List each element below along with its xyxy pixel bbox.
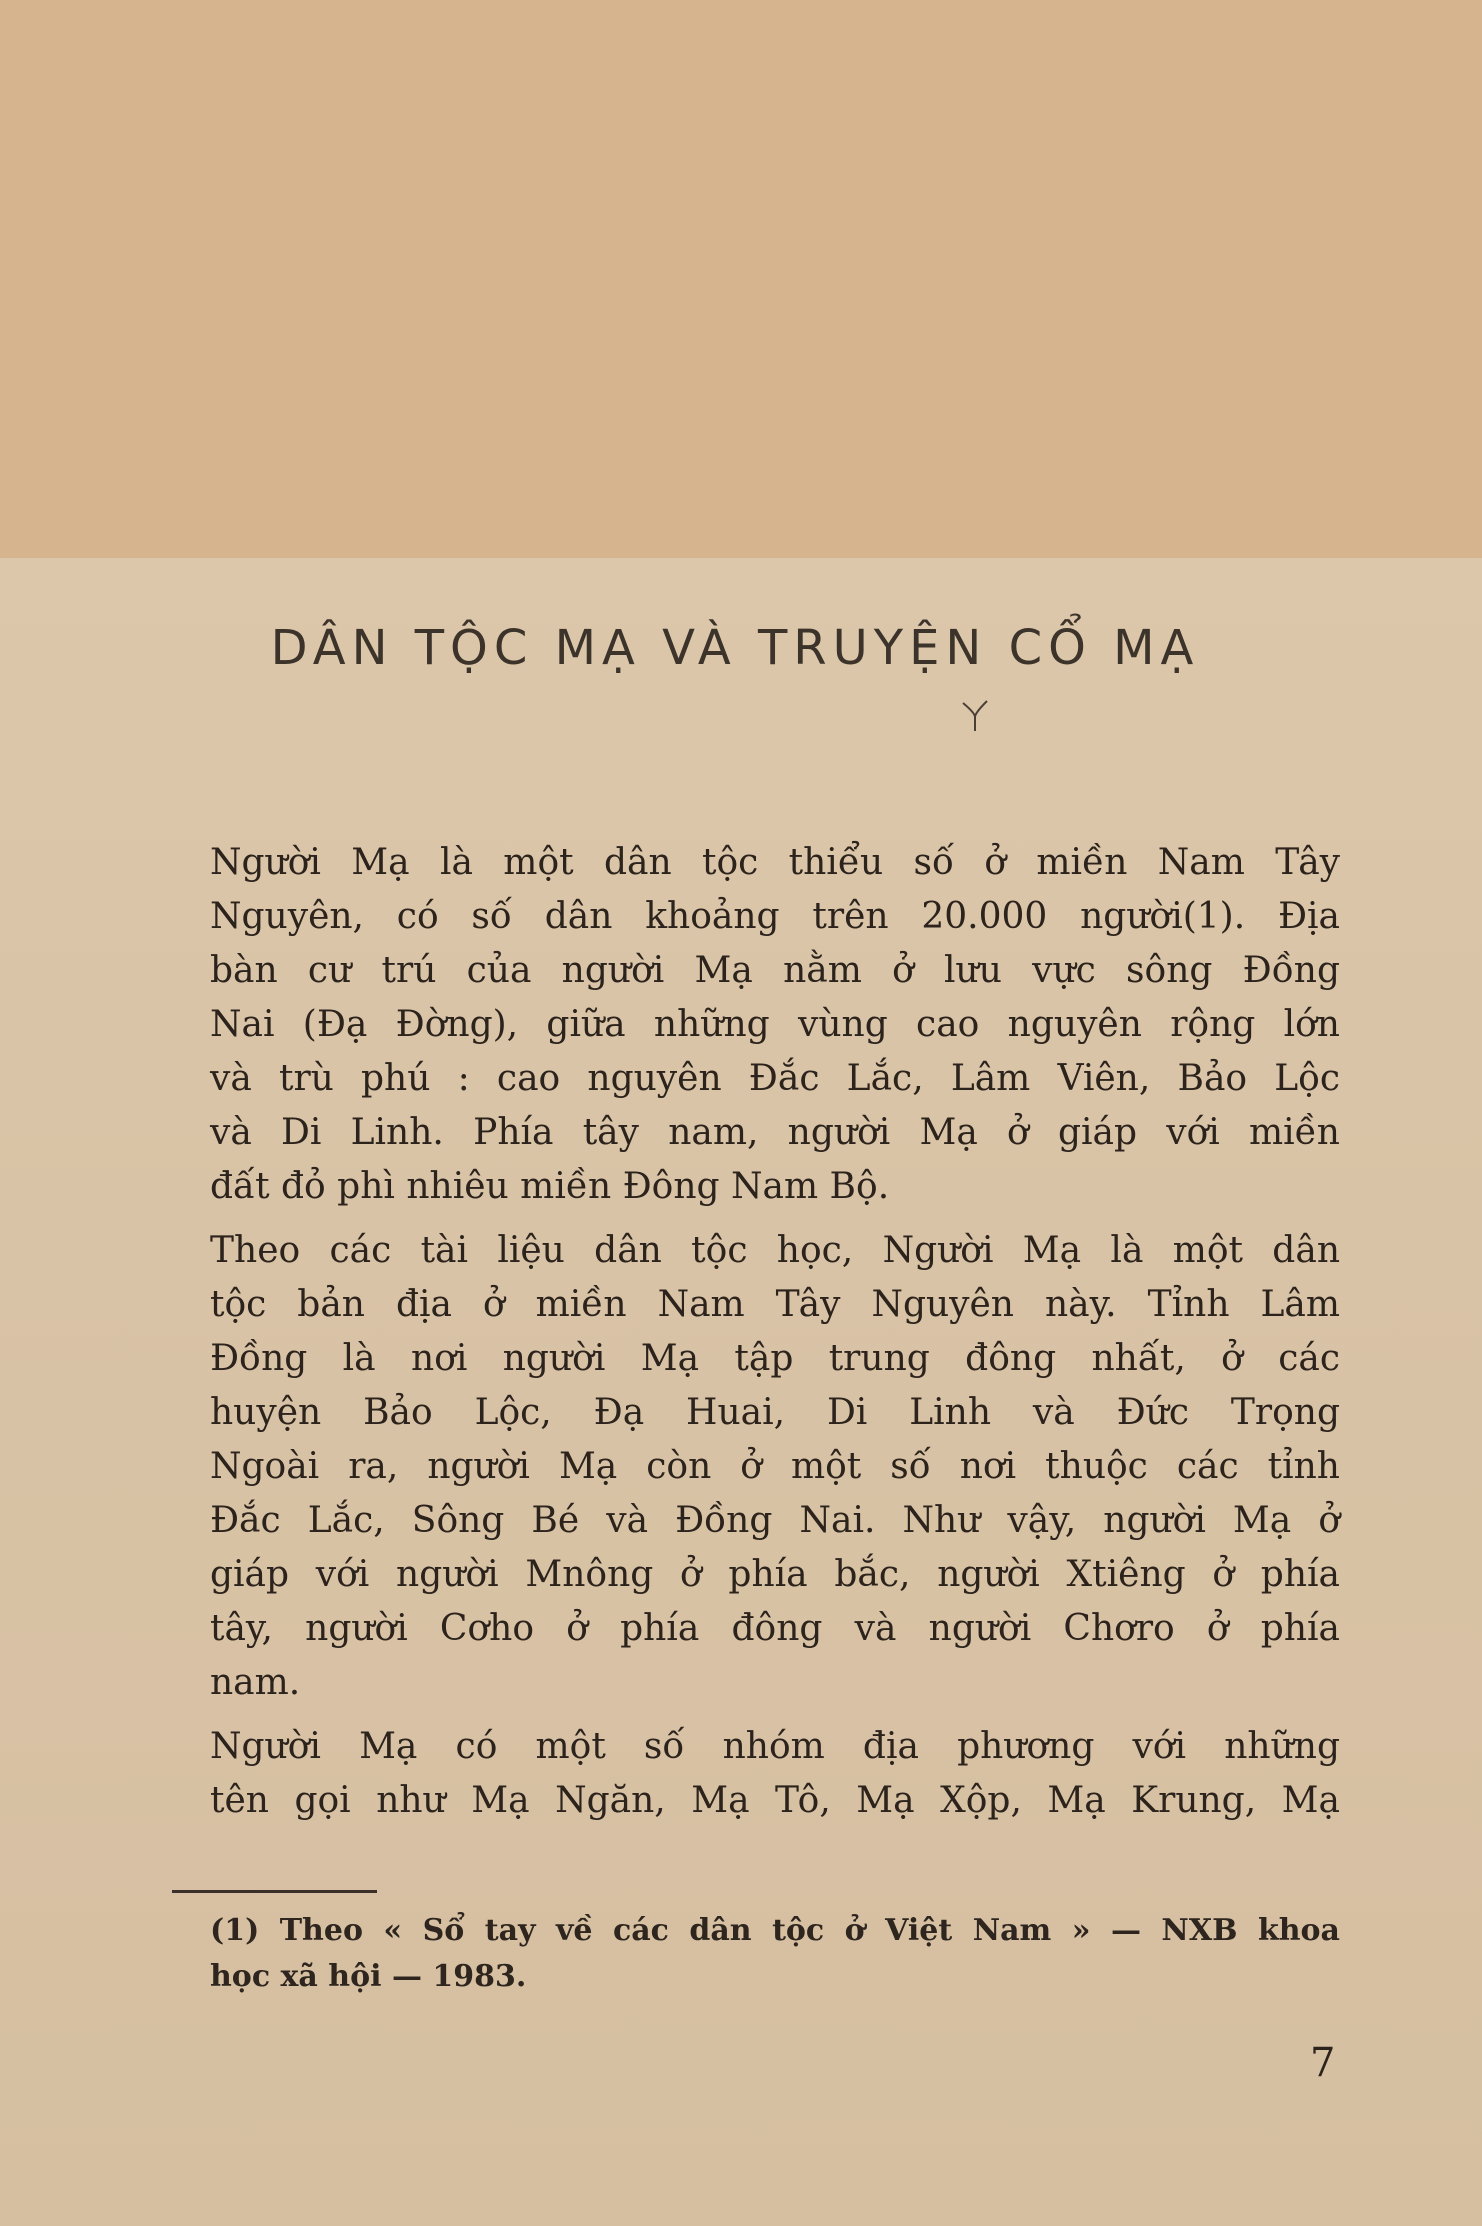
text-line: Người Mạ là một dân tộc thiểu số ở miền Nam Tây: [210, 842, 1340, 883]
body-text: [210, 836, 1340, 1838]
text-line: và trù phú : cao nguyên Đắc Lắc, Lâm Viên, Bảo Lộc: [210, 1058, 1340, 1099]
text-line: đất đỏ phì nhiêu miền Đông Nam Bộ.: [210, 1166, 890, 1207]
text-line: Đắc Lắc, Sông Bé và Đồng Nai. Như vậy, người Mạ ở: [210, 1500, 1340, 1541]
footnote-line: học xã hội — 1983.: [210, 1959, 527, 1994]
text-line: Đồng là nơi người Mạ tập trung đông nhất, ở các: [210, 1338, 1340, 1379]
ornament-icon: [955, 695, 995, 735]
text-line: Nai (Đạ Đờng), giữa những vùng cao nguyên rộng lớn: [210, 1004, 1340, 1045]
text-line: tên gọi như Mạ Ngăn, Mạ Tô, Mạ Xộp, Mạ Krung, Mạ: [210, 1780, 1340, 1821]
text-line: Nguyên, có số dân khoảng trên 20.000 người(1). Địa: [210, 896, 1340, 937]
text-line: tây, người Cơho ở phía đông và người Chơro ở phía: [210, 1608, 1340, 1649]
paragraph-2: [210, 1224, 1340, 1710]
text-line: huyện Bảo Lộc, Đạ Huai, Di Linh và Đức Trọng: [210, 1392, 1340, 1433]
footnote-line: (1) Theo « Sổ tay về các dân tộc ở Việt Nam » — NXB khoa: [210, 1913, 1340, 1948]
text-line: tộc bản địa ở miền Nam Tây Nguyên này. Tỉnh Lâm: [210, 1284, 1340, 1325]
text-line: Theo các tài liệu dân tộc học, Người Mạ là một dân: [210, 1230, 1340, 1271]
text-line: và Di Linh. Phía tây nam, người Mạ ở giáp với miền: [210, 1112, 1340, 1153]
chapter-title: DÂN TỘC MẠ VÀ TRUYỆN CỔ MẠ: [270, 620, 1200, 676]
text-line: bàn cư trú của người Mạ nằm ở lưu vực sông Đồng: [210, 950, 1340, 991]
footnote: [210, 1908, 1340, 2000]
text-line: Ngoài ra, người Mạ còn ở một số nơi thuộc các tỉnh: [210, 1446, 1340, 1487]
text-line: nam.: [210, 1662, 301, 1703]
footnote-divider: [172, 1890, 377, 1893]
paragraph-1: [210, 836, 1340, 1214]
paragraph-3: [210, 1720, 1340, 1828]
page-number: 7: [1310, 2040, 1336, 2086]
text-line: giáp với người Mnông ở phía bắc, người Xtiêng ở phía: [210, 1554, 1340, 1595]
text-line: Người Mạ có một số nhóm địa phương với những: [210, 1726, 1340, 1767]
